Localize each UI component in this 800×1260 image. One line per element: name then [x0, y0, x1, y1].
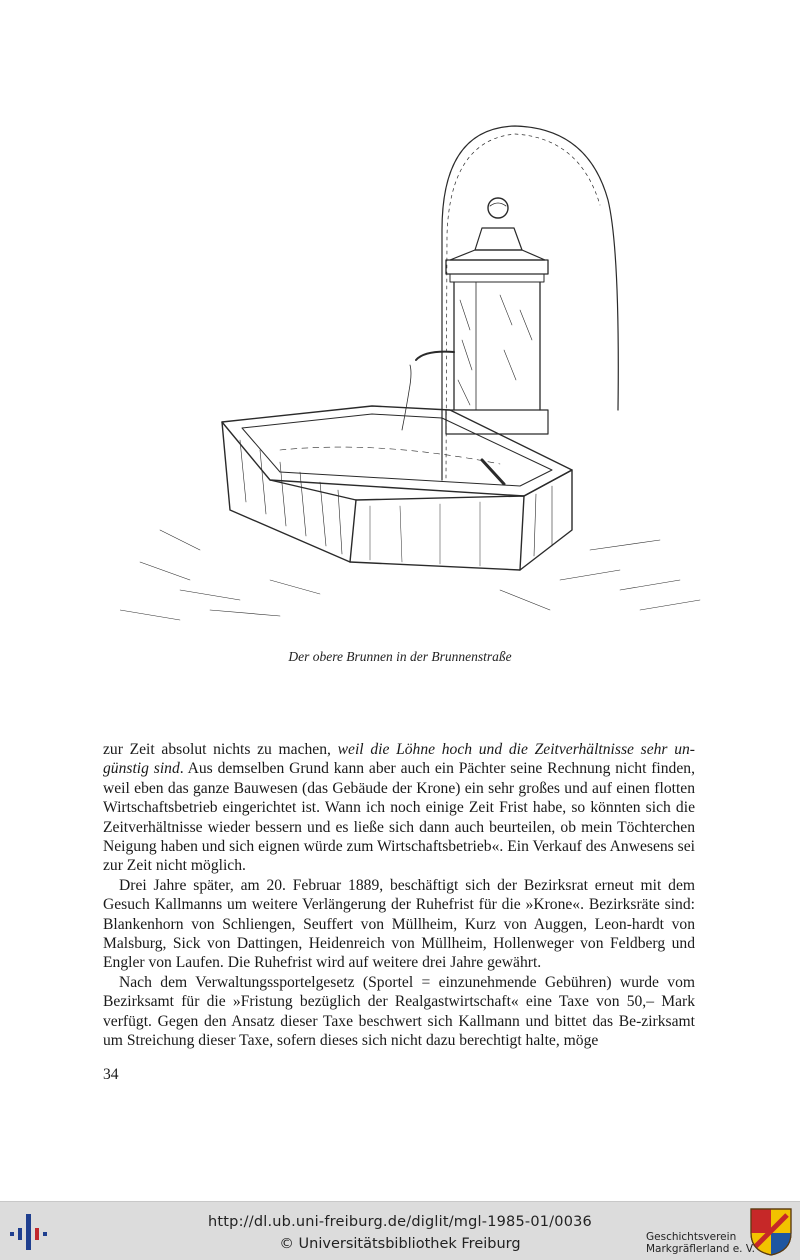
source-url[interactable]: http://dl.ub.uni-freiburg.de/diglit/mgl-1985-01/0036 — [208, 1214, 592, 1230]
society-name — [646, 1231, 755, 1255]
page-number: 34 — [103, 1066, 119, 1083]
paragraph-1 — [103, 740, 695, 876]
text-segment: Drei Jahre später, am 20. Februar 1889, beschäftigt sich der Bezirksrat erneut mit dem Gesuch Kallmanns um weitere Verlängerung der Ruhefrist für die »Krone«. Bezirksräte sind: Blankenhorn von Schliengen, Seuffert von Müllheim, Kurz von Auggen, Leon-hardt von Malsburg, Sick von Dattingen, Heidenreich von Müllheim, Hollenweger von Feldberg und Engler von Laufen. Die Ruhefrist wird auf weitere drei Jahre gewährt. — [103, 876, 695, 972]
footer-bar — [0, 1201, 800, 1260]
society-name-line: Geschichtsverein — [646, 1231, 737, 1243]
society-name-line: Markgräflerland e. V. — [646, 1243, 756, 1255]
coat-of-arms-icon — [749, 1207, 793, 1257]
figure-caption: Der obere Brunnen in der Brunnenstraße — [288, 649, 512, 664]
paragraph-2 — [103, 876, 695, 973]
copyright-notice: © Universitätsbibliothek Freiburg — [279, 1236, 521, 1252]
body-text — [103, 740, 695, 1051]
text-segment: zur Zeit absolut nichts zu machen, — [103, 741, 338, 758]
text-segment: . Aus demselben Grund kann aber auch ein Pächter seine Rechnung nicht finden, weil eben das ganze Bauwesen (das Gebäude der Krone) ein sehr großes und auf einen flotten Wirtschaftsbetrieb eingerichtet ist. Wann ich noch einige Zeit Frist habe, so könnten sich die Zeitverhältnisse wieder bessern und es ließe sich dann auch beurteilen, ob mein Töchterchen Neigung haben und sich eignen würde zum Wirtschaftsbetrieb«. Ein Verkauf des Anwesens sei zur Zeit nicht möglich. — [103, 760, 695, 875]
text-segment: Nach dem Verwaltungssportelgesetz (Sportel = einzunehmende Gebühren) wurde vom Bezirksamt für die »Fristung bezüglich der Realgastwirtschaft« eine Taxe von 50,– Mark verfügt. Gegen den Ansatz dieser Taxe beschwert sich Kallmann und bittet das Be-zirksamt um Streichung dieser Taxe, sofern dieses sich nicht dazu berechtigt halte, möge — [103, 973, 695, 1050]
fountain-sketch-icon — [120, 110, 710, 640]
quoted-italic-text: weil die Löhne hoch und die Zeitverhältnisse sehr un-günstig sind — [103, 741, 695, 778]
paragraph-3 — [103, 973, 695, 1051]
